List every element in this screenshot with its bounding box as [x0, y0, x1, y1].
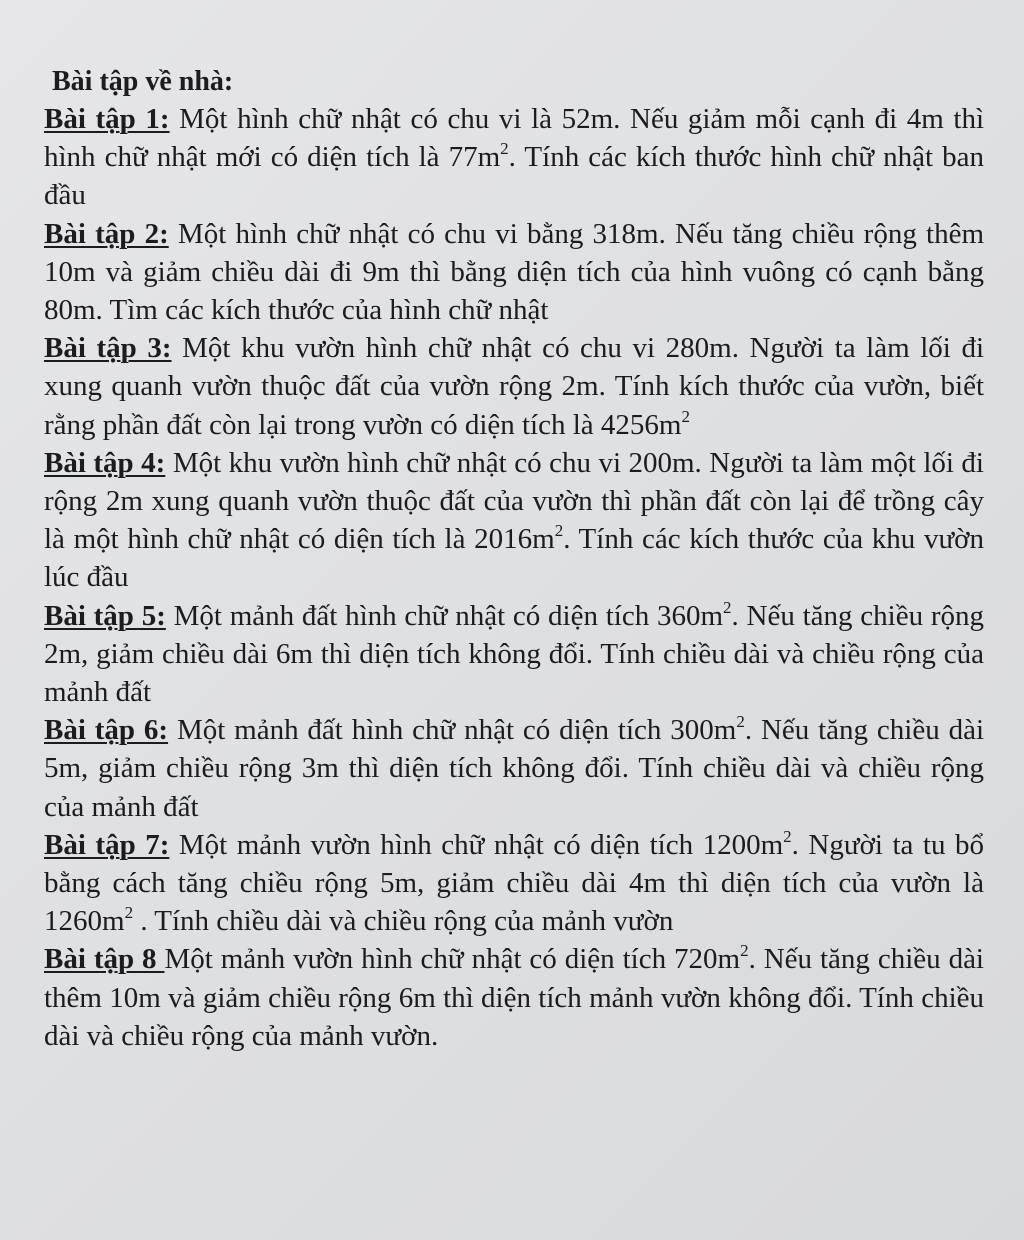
- exercise-5: [44, 597, 984, 712]
- exercise-3-label: Bài tập 3:: [44, 332, 172, 365]
- exercise-7-text: Một mảnh vườn hình chữ nhật có diện tích 1200m: [169, 828, 784, 861]
- exercise-1-text: Một hình chữ nhật có chu vi là 52m. Nếu giảm mỗi cạnh đi 4m thì hình chữ nhật mới có diện tích là 77m: [44, 103, 984, 174]
- exercise-6: [44, 711, 984, 826]
- exercise-4-text: Một khu vườn hình chữ nhật có chu vi 200m. Người ta làm một lối đi rộng 2m xung quanh vườn thuộc đất của vườn thì phần đất còn lại để trồng cây là một hình chữ nhật có diện tích là 2016m: [44, 446, 984, 556]
- exercise-7-superscript-2: 2: [124, 903, 134, 923]
- exercise-3-superscript: 2: [681, 406, 690, 426]
- exercise-6-text: Một mảnh đất hình chữ nhật có diện tích 300m: [168, 714, 737, 747]
- exercise-7-label: Bài tập 7:: [44, 828, 170, 861]
- exercise-7-text-middle: . Người ta tu bổ bằng cách tăng chiều rộng 5m, giảm chiều dài 4m thì diện tích của vườn là 1260m: [44, 828, 984, 938]
- exercise-8-label: Bài tập 8: [44, 943, 165, 976]
- exercise-4: [44, 444, 984, 597]
- exercise-7-text-end: . Tính chiều dài và chiều rộng của mảnh vườn: [133, 905, 674, 938]
- exercise-5-superscript: 2: [723, 597, 732, 617]
- exercise-4-label: Bài tập 4:: [44, 446, 166, 479]
- exercise-6-label: Bài tập 6:: [44, 714, 169, 747]
- exercise-4-superscript: 2: [554, 521, 564, 541]
- page-heading: Bài tập về nhà:: [52, 66, 234, 97]
- exercise-8: [44, 940, 984, 1055]
- exercise-2: [44, 215, 984, 330]
- exercise-5-text-end: . Nếu tăng chiều rộng 2m, giảm chiều dài 6m thì diện tích không đổi. Tính chiều dài và chiều rộng của mảnh đất: [44, 599, 985, 709]
- exercise-1-superscript: 2: [500, 139, 509, 159]
- exercise-5-label: Bài tập 5:: [44, 599, 166, 632]
- exercise-7-superscript: 2: [783, 826, 792, 846]
- exercise-3: [44, 329, 984, 444]
- exercise-1-text-end: . Tính các kích thước hình chữ nhật ban đầu: [44, 141, 984, 212]
- exercise-8-text: Một mảnh vườn hình chữ nhật có diện tích 720m: [164, 943, 741, 976]
- exercise-8-superscript: 2: [740, 941, 749, 961]
- exercise-4-text-end: . Tính các kích thước của khu vườn lúc đầu: [44, 523, 985, 594]
- exercise-3-text: Một khu vườn hình chữ nhật có chu vi 280m. Người ta làm lối đi xung quanh vườn thuộc đất của vườn rộng 2m. Tính kích thước của vườn, biết rằng phần đất còn lại trong vườn có diện tích là 4256m: [44, 332, 985, 441]
- exercise-7: [44, 826, 984, 941]
- exercise-6-superscript: 2: [736, 712, 745, 732]
- exercise-5-text: Một mảnh đất hình chữ nhật có diện tích 360m: [165, 599, 724, 632]
- exercise-2-text: Một hình chữ nhật có chu vi bằng 318m. Nếu tăng chiều rộng thêm 10m và giảm chiều dài đi 9m thì bằng diện tích của hình vuông có cạnh bằng 80m. Tìm các kích thước của hình chữ nhật: [44, 217, 984, 327]
- exercise-2-label: Bài tập 2:: [44, 217, 169, 250]
- exercise-1-label: Bài tập 1:: [44, 103, 170, 135]
- exercise-6-text-end: . Nếu tăng chiều dài 5m, giảm chiều rộng 3m thì diện tích không đổi. Tính chiều dài và chiều rộng của mảnh đất: [44, 714, 984, 823]
- exercise-8-text-end: . Nếu tăng chiều dài thêm 10m và giảm chiều rộng 6m thì diện tích mảnh vườn không đổi. Tính chiều dài và chiều rộng của mảnh vườn.: [44, 943, 984, 1052]
- exercise-1: [44, 100, 984, 215]
